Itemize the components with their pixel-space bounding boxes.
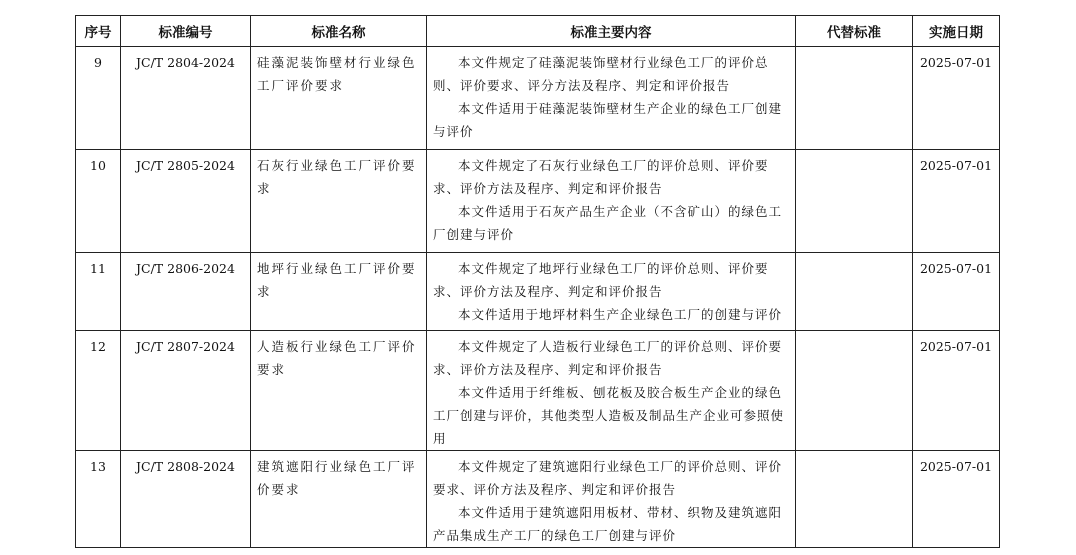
content-scope: 本文件规定了建筑遮阳行业绿色工厂的评价总则、评价要求、评价方法及程序、判定和评价报告	[433, 459, 783, 497]
row-no: 12	[76, 331, 121, 451]
row-date: 2025-07-01	[913, 253, 1000, 331]
row-replaces	[796, 150, 913, 253]
content-applicability: 本文件适用于石灰产品生产企业（不含矿山）的绿色工厂创建与评价	[433, 204, 783, 242]
row-code: JC/T 2807-2024	[121, 331, 251, 451]
row-content	[427, 47, 796, 150]
row-date: 2025-07-01	[913, 47, 1000, 150]
row-code: JC/T 2805-2024	[121, 150, 251, 253]
standards-table	[75, 15, 1000, 548]
row-no: 10	[76, 150, 121, 253]
row-code: JC/T 2804-2024	[121, 47, 251, 150]
header-code: 标准编号	[121, 16, 251, 47]
row-name: 地坪行业绿色工厂评价要求	[251, 253, 427, 331]
row-code: JC/T 2808-2024	[121, 451, 251, 548]
row-date: 2025-07-01	[913, 331, 1000, 451]
row-replaces	[796, 331, 913, 451]
content-scope: 本文件规定了人造板行业绿色工厂的评价总则、评价要求、评价方法及程序、判定和评价报告	[433, 339, 783, 377]
header-content: 标准主要内容	[427, 16, 796, 47]
content-applicability: 本文件适用于地坪材料生产企业绿色工厂的创建与评价	[458, 307, 783, 322]
row-name: 硅藻泥装饰壁材行业绿色工厂评价要求	[251, 47, 427, 150]
row-content	[427, 451, 796, 548]
table-row	[76, 331, 1000, 451]
header-replaces: 代替标准	[796, 16, 913, 47]
row-replaces	[796, 47, 913, 150]
header-date: 实施日期	[913, 16, 1000, 47]
row-date: 2025-07-01	[913, 451, 1000, 548]
row-content	[427, 150, 796, 253]
row-name: 建筑遮阳行业绿色工厂评价要求	[251, 451, 427, 548]
table-row	[76, 253, 1000, 331]
row-no: 9	[76, 47, 121, 150]
content-scope: 本文件规定了地坪行业绿色工厂的评价总则、评价要求、评价方法及程序、判定和评价报告	[433, 261, 769, 299]
table-header	[76, 16, 1000, 47]
table-row	[76, 47, 1000, 150]
table-row	[76, 451, 1000, 548]
content-applicability: 本文件适用于建筑遮阳用板材、带材、织物及建筑遮阳产品集成生产工厂的绿色工厂创建与评价	[433, 505, 783, 543]
row-date: 2025-07-01	[913, 150, 1000, 253]
row-content	[427, 253, 796, 331]
header-name: 标准名称	[251, 16, 427, 47]
row-no: 13	[76, 451, 121, 548]
row-name: 人造板行业绿色工厂评价要求	[251, 331, 427, 451]
content-applicability: 本文件适用于纤维板、刨花板及胶合板生产企业的绿色工厂创建与评价，其他类型人造板及制品生产企业可参照使用	[433, 385, 785, 446]
content-applicability: 本文件适用于硅藻泥装饰壁材生产企业的绿色工厂创建与评价	[433, 101, 783, 139]
table-row	[76, 150, 1000, 253]
header-no: 序号	[76, 16, 121, 47]
table-body	[76, 47, 1000, 548]
row-code: JC/T 2806-2024	[121, 253, 251, 331]
row-name: 石灰行业绿色工厂评价要求	[251, 150, 427, 253]
row-content	[427, 331, 796, 451]
row-replaces	[796, 253, 913, 331]
row-replaces	[796, 451, 913, 548]
row-no: 11	[76, 253, 121, 331]
content-scope: 本文件规定了硅藻泥装饰壁材行业绿色工厂的评价总则、评价要求、评分方法及程序、判定和评价报告	[433, 55, 769, 93]
header-row	[76, 16, 1000, 47]
content-scope: 本文件规定了石灰行业绿色工厂的评价总则、评价要求、评价方法及程序、判定和评价报告	[433, 158, 769, 196]
